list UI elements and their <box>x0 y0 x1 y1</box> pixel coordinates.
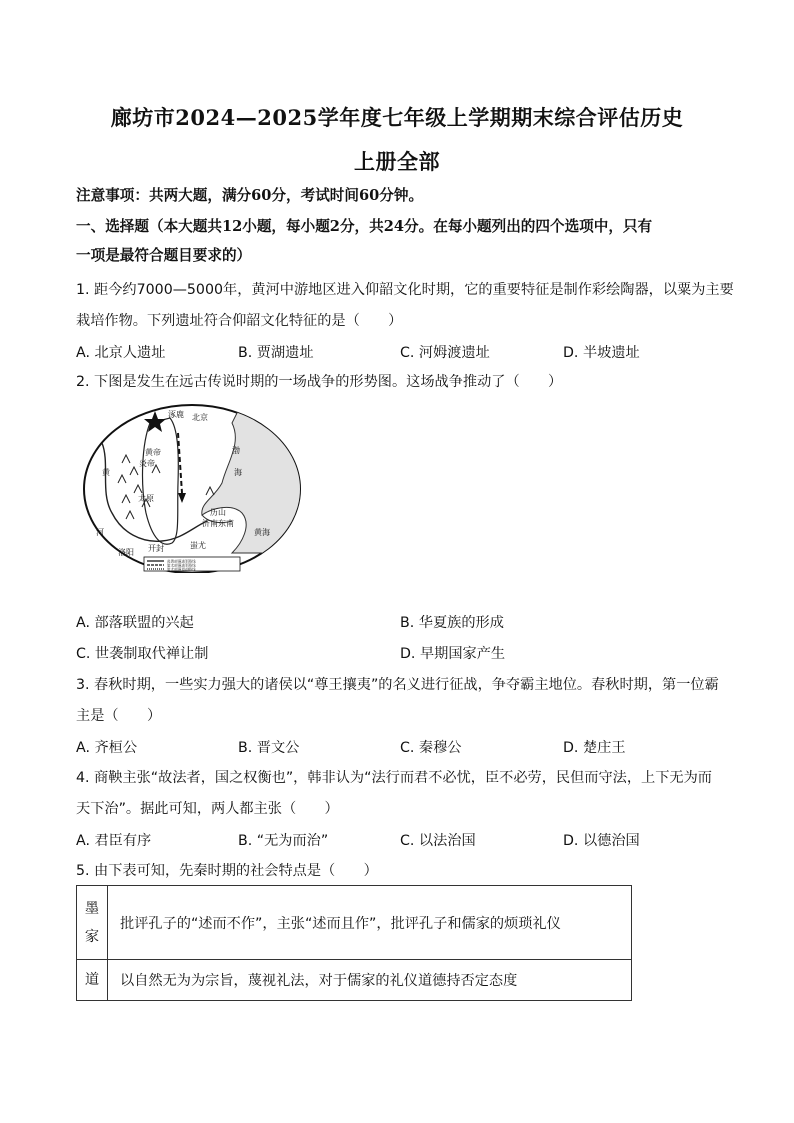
q2-option-a[interactable]: A. 部落联盟的兴起 <box>76 615 194 631</box>
q3-stem-line2: 主是（ ） <box>76 708 162 724</box>
school-name-char: 墨 <box>84 900 100 917</box>
legend-item: 蚩尤部落退却路线 <box>167 567 196 572</box>
q3-option-d[interactable]: D. 楚庄王 <box>563 740 626 756</box>
page-title: 廊坊市2024—2025学年度七年级上学期期末综合评估历史 <box>110 105 684 130</box>
map-label: 黄海 <box>254 528 270 537</box>
q1-stem-line1: 1. 距今约7000—5000年，黄河中游地区进入仰韶文化时期，它的重要特征是制作彩绘陶器，以粟为主要 <box>76 282 734 298</box>
map-label: 太原 <box>138 494 154 503</box>
q2-stem: 2. 下图是发生在远古传说时期的一场战争的形势图。这场战争推动了（ ） <box>76 374 563 390</box>
q3-stem-line1: 3. 春秋时期，一些实力强大的诸侯以“尊王攘夷”的名义进行征战，争夺霸主地位。春秋时期，第一位霸 <box>76 677 719 693</box>
q4-option-c[interactable]: C. 以法治国 <box>400 833 476 849</box>
map-legend <box>144 557 240 572</box>
q1-option-a[interactable]: A. 北京人遗址 <box>76 345 166 361</box>
map-label: 海 <box>234 468 242 477</box>
schools-table <box>76 885 632 1001</box>
q1-option-d[interactable]: D. 半坡遗址 <box>563 345 640 361</box>
q4-stem-line2: 天下治”。据此可知，两人都主张（ ） <box>76 801 339 817</box>
q2-option-d[interactable]: D. 早期国家产生 <box>400 646 506 662</box>
q3-option-b[interactable]: B. 晋文公 <box>238 740 300 756</box>
school-view-cell: 以自然无为为宗旨，蔑视礼法，对于儒家的礼仪道德持否定态度 <box>108 960 632 1001</box>
map-label: 历山 <box>210 508 226 517</box>
section-heading-line1: 一、选择题（本大题共12小题，每小题2分，共24分。在每小题列出的四个选项中，只有 <box>76 218 653 235</box>
battle-map <box>82 403 302 573</box>
map-label: 涿鹿 <box>168 410 184 419</box>
map-label: 济南东南 <box>202 519 234 528</box>
map-label: 黄 <box>102 468 110 477</box>
map-label: 洛阳 <box>118 548 134 557</box>
q3-option-c[interactable]: C. 秦穆公 <box>400 740 462 756</box>
table-row <box>77 886 632 960</box>
q1-option-c[interactable]: C. 河姆渡遗址 <box>400 345 490 361</box>
map-label: 炎帝 <box>139 459 155 468</box>
map-label: 北京 <box>192 413 208 422</box>
q4-stem-line1: 4. 商鞅主张“故法者，国之权衡也”，韩非认为“法行而君不必忧，臣不必劳，民但而守法，上下无为而 <box>76 770 712 786</box>
legend-item: 炎黄部落进军路线 <box>167 559 196 564</box>
q1-stem-line2: 栽培作物。下列遗址符合仰韶文化特征的是（ ） <box>76 313 403 329</box>
school-name-char: 道 <box>84 972 100 988</box>
q2-option-c[interactable]: C. 世袭制取代禅让制 <box>76 646 209 662</box>
table-row <box>77 960 632 1001</box>
legend-item: 蚩尤部落进军路线 <box>167 563 196 568</box>
q1-option-b[interactable]: B. 贾湖遗址 <box>238 345 314 361</box>
q3-option-a[interactable]: A. 齐桓公 <box>76 740 138 756</box>
map-label: 黄帝 <box>145 448 161 457</box>
notice-text: 注意事项：共两大题，满分60分，考试时间60分钟。 <box>76 187 424 204</box>
q4-option-b[interactable]: B. “无为而治” <box>238 833 329 849</box>
map-label: 渤 <box>232 446 240 455</box>
school-name-cell <box>77 886 108 960</box>
section-heading-line2: 一项是最符合题目要求的） <box>76 247 252 264</box>
school-name-char: 家 <box>84 928 100 945</box>
page-subtitle: 上册全部 <box>354 149 440 174</box>
map-label: 蚩尤 <box>190 541 206 550</box>
q4-option-d[interactable]: D. 以德治国 <box>563 833 640 849</box>
map-label: 河 <box>96 528 104 537</box>
q2-option-b[interactable]: B. 华夏族的形成 <box>400 615 504 631</box>
map-label: 开封 <box>148 544 164 553</box>
school-name-cell <box>77 960 108 1001</box>
q4-option-a[interactable]: A. 君臣有序 <box>76 833 152 849</box>
school-view-cell: 批评孔子的“述而不作”，主张“述而且作”，批评孔子和儒家的烦琐礼仪 <box>108 886 632 960</box>
q5-stem: 5. 由下表可知，先秦时期的社会特点是（ ） <box>76 863 378 879</box>
